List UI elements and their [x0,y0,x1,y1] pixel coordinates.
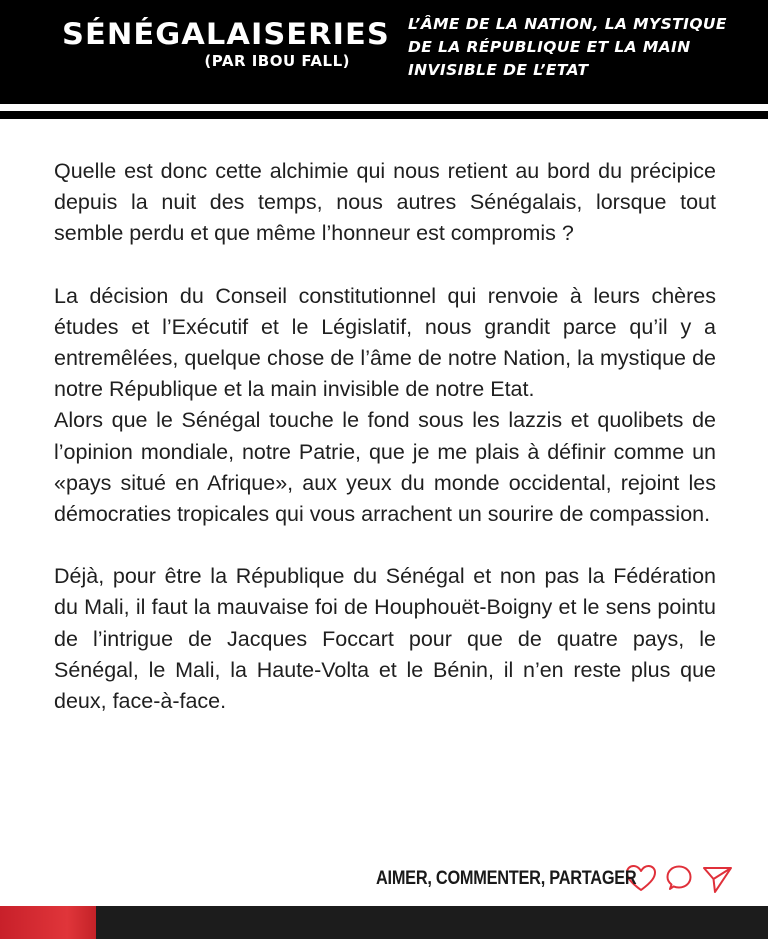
footer-bar [0,906,768,939]
header-divider [0,111,768,119]
article-paragraph: La décision du Conseil constitutionnel qui renvoie à leurs chères études et l’Exécutif et le Législatif, nous grandit parce qu’il y a entremêlées, quelque chose de l’âme de notre Nation, la mystique de notre République et la main invisible de notre Etat. [54,283,716,402]
page-title: SÉNÉGALAISERIES [62,17,390,51]
send-icon[interactable] [700,862,734,896]
engagement-bar [376,862,734,896]
tagline-line: INVISIBLE DE L’ETAT [408,61,589,79]
article-paragraph: Déjà, pour être la République du Sénégal et non pas la Fédération du Mali, il faut la mauvaise foi de Houphouët-Boigny et le sens pointu de l’intrigue de Jacques Foccart pour que de quatre pays, le Sénégal, le Mali, la Haute-Volta et le Bénin, il n’en reste plus que deux, face-à-face. [54,564,716,714]
author-label: (PAR IBOU FALL) [204,52,350,70]
tagline-line: DE LA RÉPUBLIQUE ET LA MAIN [408,38,691,56]
tagline-line: L’ÂME DE LA NATION, LA MYSTIQUE [408,15,727,33]
tagline [408,13,748,82]
cta-label: AIMER, COMMENTER, PARTAGER [376,868,637,889]
footer-accent [0,906,96,939]
article-paragraph: Alors que le Sénégal touche le fond sous les lazzis et quolibets de l’opinion mondiale, notre Patrie, que je me plais à définir comme un «pays situé en Afrique», aux yeux du monde occidental, rejoint les démocraties tropicales qui vous arrachent un sourire de compassion. [54,408,716,527]
brand-block [62,16,390,70]
article-body [54,156,716,717]
comment-icon[interactable] [662,862,696,896]
article-paragraph: Quelle est donc cette alchimie qui nous retient au bord du précipice depuis la nuit des temps, nous autres Sénégalais, lorsque tout semble perdu et que même l’honneur est compromis ? [54,159,716,246]
header-banner [0,0,768,104]
